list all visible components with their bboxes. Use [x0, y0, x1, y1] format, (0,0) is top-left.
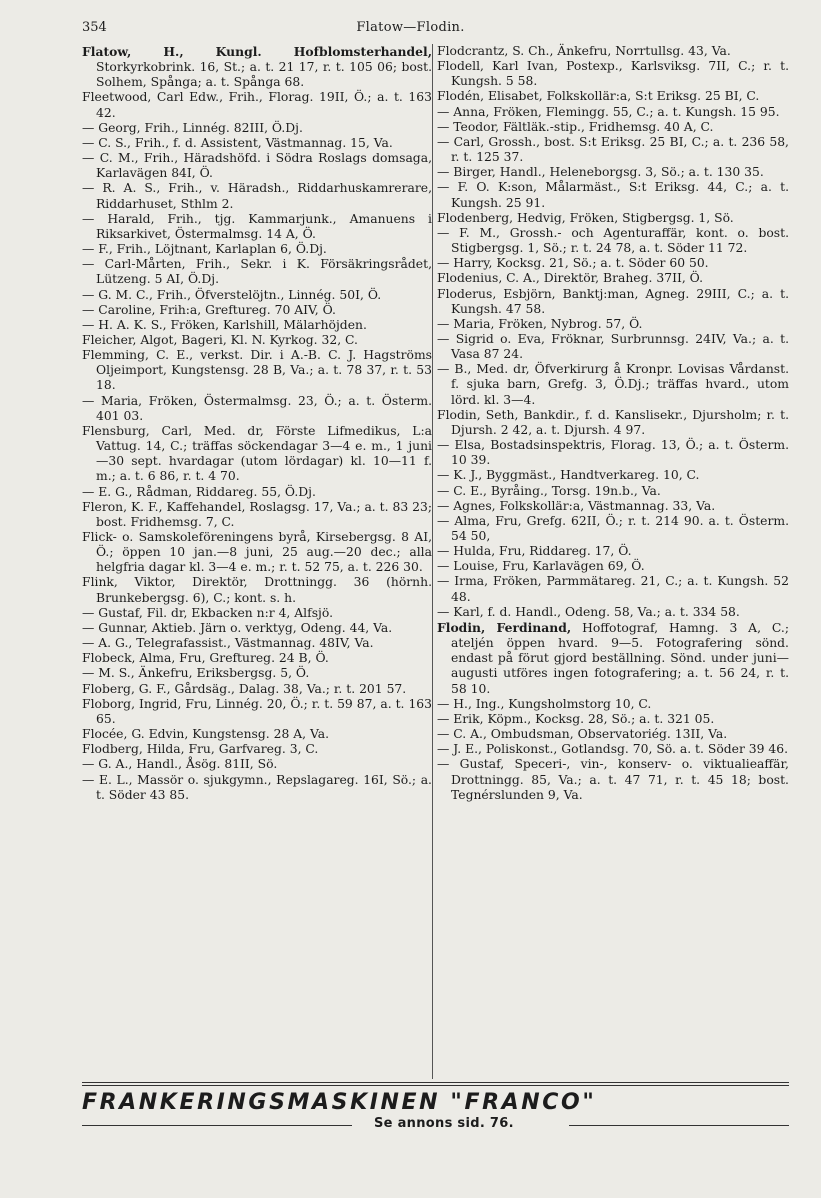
directory-entry: [82, 500, 432, 530]
entry-text: — H. A. K. S., Fröken, Karlshill, Mälarhöjden.: [82, 317, 367, 332]
entry-text: — Maria, Fröken, Nybrog. 57, Ö.: [437, 316, 643, 331]
entry-text: Flemming, C. E., verkst. Dir. i A.-B. C. J. Hagströms Oljeimport, Kungstensg. 28 B, Va.; a. t. 78 37, r. t. 53 18.: [82, 348, 432, 393]
entry-text: — C. S., Frih., f. d. Assistent, Västmannag. 15, Va.: [82, 135, 393, 150]
entry-text: Floborg, Ingrid, Fru, Linnég. 20, Ö.; r. t. 59 87, a. t. 163 65.: [82, 696, 432, 726]
entry-text: — E. L., Massör o. sjukgymn., Repslagareg. 16I, Sö.; a. t. Söder 43 85.: [82, 772, 432, 802]
advertisement: [82, 1090, 789, 1134]
directory-entry: [437, 559, 789, 574]
entry-text: — Hulda, Fru, Riddareg. 17, Ö.: [437, 544, 632, 559]
directory-entry: [437, 499, 789, 514]
directory-entry: [82, 666, 432, 681]
entry-text: — Agnes, Folkskollär:a, Västmannag. 33, Va.: [437, 498, 716, 513]
entry-text: — Gunnar, Aktieb. Järn o. verktyg, Odeng. 44, Va.: [82, 620, 393, 635]
entry-text: — Caroline, Frih:a, Greftureg. 70 AIV, Ö.: [82, 302, 336, 317]
directory-entry: [82, 773, 432, 803]
entry-text: — J. E., Poliskonst., Gotlandsg. 70, Sö. a. t. Söder 39 46.: [437, 742, 789, 757]
entry-text: — Teodor, Fältläk.-stip., Fridhemsg. 40 A, C.: [437, 119, 714, 134]
ad-subtitle: Se annons sid. 76.: [374, 1116, 514, 1131]
entry-text: Flodberg, Hilda, Fru, Garfvareg. 3, C.: [82, 742, 319, 757]
entry-text: — B., Med. dr, Öfverkirurg å Kronpr. Lovisas Vårdanst. f. sjuka barn, Grefg. 3, Ö.Dj.; träffas hvard., utom lörd. kl. 3—4.: [437, 362, 789, 407]
entry-text: — F., Frih., Löjtnant, Karlaplan 6, Ö.Dj.: [82, 242, 327, 257]
ad-subtitle-row: [82, 1116, 789, 1134]
page-number: 354: [82, 20, 107, 35]
directory-entry: [437, 165, 789, 180]
entry-text: — Carl-Mårten, Frih., Sekr. i K. Försäkringsrådet, Lützeng. 5 AI, Ö.Dj.: [82, 257, 432, 287]
entry-text: Flick- o. Samskoleföreningens byrå, Kirsebergsg. 8 AI, Ö.; öppen 10 jan.—8 juni, 25 aug.—20 dec.; alla helgfria dagar kl. 3—4 e. m.; r. t. 52 75, a. t. 226 30.: [82, 530, 432, 575]
directory-entry: [437, 256, 789, 271]
directory-entry: [82, 303, 432, 318]
directory-entry: [82, 257, 432, 287]
entry-text: Floderus, Esbjörn, Banktj:man, Agneg. 29III, C.; a. t. Kungsh. 47 58.: [437, 286, 789, 316]
directory-entry: [82, 697, 432, 727]
entry-text: Flocée, G. Edvin, Kungstensg. 28 A, Va.: [82, 727, 330, 742]
directory-entry: [437, 317, 789, 332]
left-column: [82, 44, 432, 803]
entry-text: — G. M. C., Frih., Öfverstelöjtn., Linnég. 50I, Ö.: [82, 287, 382, 302]
directory-entry: [82, 621, 432, 636]
directory-entry: [82, 318, 432, 333]
directory-entry: [82, 90, 432, 120]
directory-entry: [437, 574, 789, 604]
directory-entry: [437, 697, 789, 712]
entry-text: — Erik, Köpm., Kocksg. 28, Sö.; a. t. 321 05.: [437, 711, 715, 726]
entry-text: — M. S., Änkefru, Eriksbergsg. 5, Ö.: [82, 666, 310, 681]
directory-entry: [82, 636, 432, 651]
directory-entry: [82, 44, 432, 90]
entry-text: — Gustaf, Speceri-, vin-, konserv- o. viktualieaffär, Drottningg. 85, Va.; a. t. 47 71, r. t. 45 18; bost. Tegnérslunden 9, Va.: [437, 757, 789, 802]
directory-entry: [437, 757, 789, 802]
directory-entry: [437, 468, 789, 483]
directory-entry: [437, 180, 789, 210]
entry-text: — Elsa, Bostadsinspektris, Florag. 13, Ö.; a. t. Österm. 10 39.: [437, 438, 789, 468]
entry-text: Flobeck, Alma, Fru, Greftureg. 24 B, Ö.: [82, 651, 329, 666]
entry-heading: Flodin, Ferdinand,: [437, 619, 572, 635]
entry-text: — C. A., Ombudsman, Observatoriég. 13II, Va.: [437, 727, 728, 742]
entry-text: — H., Ing., Kungsholmstorg 10, C.: [437, 696, 652, 711]
column-divider: [432, 44, 433, 1079]
directory-entry: [437, 226, 789, 256]
directory-entry: [82, 742, 432, 757]
directory-entry: [82, 242, 432, 257]
entry-text: — Irma, Fröken, Parmmätareg. 21, C.; a. t. Kungsh. 52 48.: [437, 574, 789, 604]
directory-entry: [437, 514, 789, 544]
directory-entry: [437, 605, 789, 620]
ad-line-right: [569, 1125, 789, 1126]
entry-text: Flodell, Karl Ivan, Postexp., Karlsviksg. 7II, C.; r. t. Kungsh. 5 58.: [437, 59, 789, 89]
entry-text: — Maria, Fröken, Östermalmsg. 23, Ö.; a. t. Österm. 401 03.: [82, 393, 432, 423]
directory-entry: [437, 59, 789, 89]
directory-entry: [82, 682, 432, 697]
entry-text: — Alma, Fru, Grefg. 62II, Ö.; r. t. 214 90. a. t. Österm. 54 50,: [437, 513, 789, 543]
right-column: [437, 44, 789, 803]
directory-entry: [437, 135, 789, 165]
entry-text: — C. E., Byråing., Torsg. 19n.b., Va.: [437, 483, 661, 498]
directory-entry: [82, 333, 432, 348]
directory-entry: [437, 287, 789, 317]
ad-rule-top: [82, 1082, 789, 1083]
directory-entry: [437, 727, 789, 742]
directory-entry: [82, 651, 432, 666]
entry-text: — Gustaf, Fil. dr, Ekbacken n:r 4, Alfsjö.: [82, 605, 333, 620]
entry-text: — Sigrid o. Eva, Fröknar, Surbrunnsg. 24IV, Va.; a. t. Vasa 87 24.: [437, 331, 789, 362]
directory-entry: [82, 394, 432, 424]
directory-entry: [437, 105, 789, 120]
entry-text: Floberg, G. F., Gårdsäg., Dalag. 38, Va.; r. t. 201 57.: [82, 681, 407, 696]
entry-text: — Georg, Frih., Linnég. 82III, Ö.Dj.: [82, 120, 303, 135]
page-header: [0, 20, 821, 40]
directory-entry: [437, 408, 789, 438]
entry-text: — R. A. S., Frih., v. Häradsh., Riddarhuskamrerare, Riddarhuset, Sthlm 2.: [82, 181, 432, 211]
directory-entry: [82, 136, 432, 151]
entry-text: Hoffotograf, Hamng. 3 A, C.; ateljén öppen hvard. 9—5. Fotografering sönd. endast på förut gjord beställning. Sönd. under juni—augusti utföres ingen fotografering; a. t. 56 24, r. t. 58 10.: [451, 620, 789, 696]
directory-entry: [437, 120, 789, 135]
entry-text: Flensburg, Carl, Med. dr, Förste Lifmedikus, L:a Vattug. 14, C.; träffas söckendagar 3—4 e. m., 1 juni—30 sept. hvardagar (utom lördagar) kl. 10—11 f. m.; a. t. 6 86, r. t. 4 70.: [82, 423, 432, 484]
directory-entry: [437, 211, 789, 226]
directory-entry: [437, 271, 789, 286]
directory-entry: [437, 712, 789, 727]
directory-entry: [82, 757, 432, 772]
directory-entry: [82, 424, 432, 485]
entry-text: Flodenius, C. A., Direktör, Braheg. 37II, Ö.: [437, 271, 703, 286]
entry-text: Storkyrkobrink. 16, St.; a. t. 21 17, r. t. 105 06; bost. Solhem, Spånga; a. t. Spånga 68.: [96, 60, 432, 90]
ad-rule-bottom: [82, 1085, 789, 1086]
directory-entry: [437, 544, 789, 559]
directory-entry: [82, 485, 432, 500]
directory-entry: [82, 151, 432, 181]
entry-text: — Carl, Grossh., bost. S:t Eriksg. 25 BI, C.; a. t. 236 58, r. t. 125 37.: [437, 134, 789, 165]
directory-entry: [82, 121, 432, 136]
entry-text: — F. O. K:son, Målarmäst., S:t Eriksg. 44, C.; a. t. Kungsh. 25 91.: [437, 180, 789, 210]
directory-entry: [437, 484, 789, 499]
entry-text: — Harry, Kocksg. 21, Sö.; a. t. Söder 60 50.: [437, 256, 709, 271]
directory-entry: [82, 181, 432, 211]
entry-text: — A. G., Telegrafassist., Västmannag. 48IV, Va.: [82, 636, 374, 651]
entry-text: Fleicher, Algot, Bageri, Kl. N. Kyrkog. 32, C.: [82, 332, 358, 347]
entry-text: Flink, Viktor, Direktör, Drottningg. 36 (hörnh. Brunkebergsg. 6), C.; kont. s. h.: [82, 575, 432, 605]
entry-text: — F. M., Grossh.- och Agenturaffär, kont. o. bost. Stigbergsg. 1, Sö.; r. t. 24 78, a. t. Söder 11 72.: [437, 225, 789, 256]
directory-entry: [437, 742, 789, 757]
directory-entry: [82, 288, 432, 303]
entry-text: — Harald, Frih., tjg. Kammarjunk., Amanuens i Riksarkivet, Östermalmsg. 14 A, Ö.: [82, 211, 432, 241]
entry-text: Fleron, K. F., Kaffehandel, Roslagsg. 17, Va.; a. t. 83 23; bost. Fridhemsg. 7, C.: [82, 499, 432, 529]
entry-text: — Karl, f. d. Handl., Odeng. 58, Va.; a. t. 334 58.: [437, 604, 740, 619]
directory-entry: [437, 438, 789, 468]
directory-entry: [437, 332, 789, 362]
directory-entry: [82, 348, 432, 393]
directory-entry: [82, 606, 432, 621]
entry-text: — G. A., Handl., Åsög. 81II, Sö.: [82, 757, 278, 772]
entry-text: — E. G., Rådman, Riddareg. 55, Ö.Dj.: [82, 484, 316, 499]
running-head: Flatow—Flodin.: [356, 20, 465, 35]
entry-text: — Birger, Handl., Heleneborgsg. 3, Sö.; a. t. 130 35.: [437, 165, 764, 180]
entry-text: — Louise, Fru, Karlavägen 69, Ö.: [437, 559, 645, 574]
entry-text: Fleetwood, Carl Edw., Frih., Florag. 19II, Ö.; a. t. 163 42.: [82, 90, 432, 120]
entry-text: Flodin, Seth, Bankdir., f. d. Kanslisekr., Djursholm; r. t. Djursh. 2 42, a. t. Djursh. 4 97.: [437, 407, 789, 437]
entry-text: — C. M., Frih., Häradshöfd. i Södra Roslags domsaga, Karlavägen 84I, Ö.: [82, 151, 432, 181]
directory-entry: [82, 575, 432, 605]
directory-entry: [437, 44, 789, 59]
directory-entry: [437, 362, 789, 407]
ad-line-left: [82, 1125, 352, 1126]
entry-text: Flodenberg, Hedvig, Fröken, Stigbergsg. 1, Sö.: [437, 210, 734, 225]
entry-text: — Anna, Fröken, Flemingg. 55, C.; a. t. Kungsh. 15 95.: [437, 104, 780, 119]
ad-title: FRANKERINGSMASKINEN "FRANCO": [82, 1090, 597, 1115]
directory-entry: [437, 89, 789, 104]
entry-text: Flodén, Elisabet, Folkskollär:a, S:t Eriksg. 25 BI, C.: [437, 89, 760, 104]
entry-text: Flodcrantz, S. Ch., Änkefru, Norrtullsg. 43, Va.: [437, 44, 731, 58]
directory-entry: [437, 620, 789, 697]
directory-entry: [82, 212, 432, 242]
entry-heading: Flatow, H., Kungl. Hofblomsterhandel,: [82, 44, 432, 59]
directory-entry: [82, 530, 432, 575]
entry-text: — K. J., Byggmäst., Handtverkareg. 10, C.: [437, 468, 700, 483]
directory-entry: [82, 727, 432, 742]
